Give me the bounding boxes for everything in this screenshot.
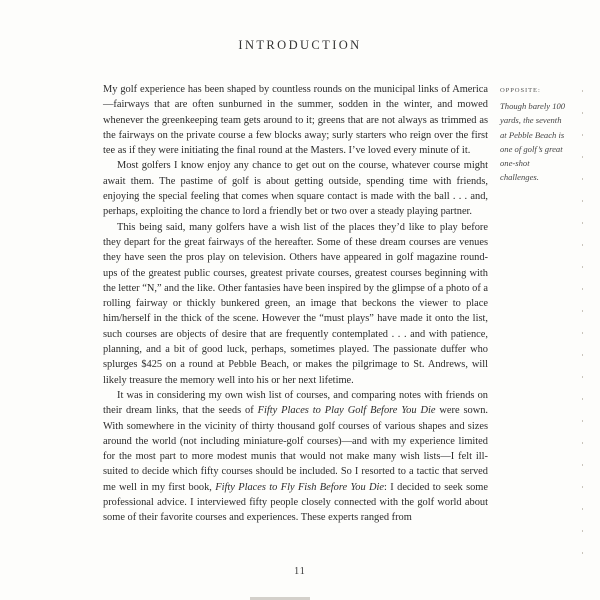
chapter-title: INTRODUCTION xyxy=(238,38,362,52)
body-text-run: It was in considering my own wish list of courses, and comparing notes with friends on their dream links, that the seeds of xyxy=(103,389,488,417)
edge-tick xyxy=(582,112,583,114)
body-paragraph xyxy=(103,158,488,219)
body-text-run: : I decided to seek some professional advice. I interviewed fifty people closely connected with the golf world about some of their favorite courses and experiences. These experts ranged from xyxy=(103,481,488,524)
caption-label: OPPOSITE: xyxy=(500,87,541,94)
edge-tick xyxy=(582,156,583,158)
page-number: 11 xyxy=(294,566,306,577)
edge-tick xyxy=(582,398,583,400)
book-title-italic: Fifty Places to Play Golf Before You Die xyxy=(257,405,436,417)
book-title-italic: Fifty Places to Fly Fish Before You Die xyxy=(215,481,385,493)
edge-tick xyxy=(582,552,583,554)
edge-tick xyxy=(582,508,583,510)
edge-tick xyxy=(582,420,583,422)
edge-tick xyxy=(582,530,583,532)
edge-tick xyxy=(582,266,583,268)
edge-tick xyxy=(582,310,583,312)
edge-tick xyxy=(582,332,583,334)
edge-tick xyxy=(582,90,583,92)
edge-tick xyxy=(582,464,583,466)
body-text-run: were sown. With somewhere in the vicinity of thirty thousand golf courses of various shapes and sizes around the world (not including miniature-golf courses)—and with my experience limited for the most part to more modest munis that would not make many wish lists—I felt ill-suited to decide which fifty courses should be included. So I resorted to a tactic that served me well in my first book, xyxy=(103,405,488,493)
page-edge xyxy=(582,0,586,600)
edge-tick xyxy=(582,222,583,224)
edge-tick xyxy=(582,486,583,488)
edge-tick xyxy=(582,178,583,180)
edge-tick xyxy=(582,244,583,246)
edge-tick xyxy=(582,354,583,356)
photo-caption xyxy=(500,84,566,184)
body-paragraph xyxy=(103,220,488,388)
edge-tick xyxy=(582,442,583,444)
body-text-run: This being said, many golfers have a wish list of the places they’d like to play before they depart for the great fairways of the hereafter. Some of these dream courses are venues they have seen the pros play on television. Others have appeared in golf magazine round-ups of the greatest public courses, greatest private courses, greatest courses beginning with the letter “N,” and the like. Other fantasies have been inspired by the glimpse of a photo of a rolling fairway or thickly bunkered green, an image that beckons the viewer to place him/herself in the thick of the scene. However the “must plays” have made it onto the list, such courses are objects of desire that are frequently contemplated . . . and with patience, planning, and a bit of good luck, perhaps, sometimes played. The passionate duffer who splurges $425 on a round at Pebble Beach, or makes the pilgrimage to St. Andrews, will likely treasure the memory well into his or her next lifetime. xyxy=(103,221,488,386)
edge-tick xyxy=(582,376,583,378)
body-paragraph xyxy=(103,82,488,158)
body-paragraph xyxy=(103,388,488,526)
edge-tick xyxy=(582,134,583,136)
body-text-run: Most golfers I know enjoy any chance to get out on the course, whatever course might await them. The pastime of golf is about getting outside, spending time with friends, enjoying the special feeling that comes when square contact is made with the ball . . . and, perhaps, exploiting the chance to lord a friendly bet or two over a steady playing partner. xyxy=(103,160,488,218)
edge-tick xyxy=(582,200,583,202)
caption-text: Though barely 100 yards, the seventh at Pebble Beach is one of golf’s great one-shot challenges. xyxy=(500,101,566,183)
body-text-run: My golf experience has been shaped by countless rounds on the municipal links of America—fairways that are often sunburned in the summer, sodden in the winter, and mowed whenever the greenkeeping team gets around to it; greens that are not always as trimmed as the fairways on the private course a few blocks away; surly starters who reign over the first tee as if they were initiating the final round at the Masters. I’ve loved every minute of it. xyxy=(103,84,488,157)
edge-tick xyxy=(582,288,583,290)
body-text xyxy=(103,82,488,526)
